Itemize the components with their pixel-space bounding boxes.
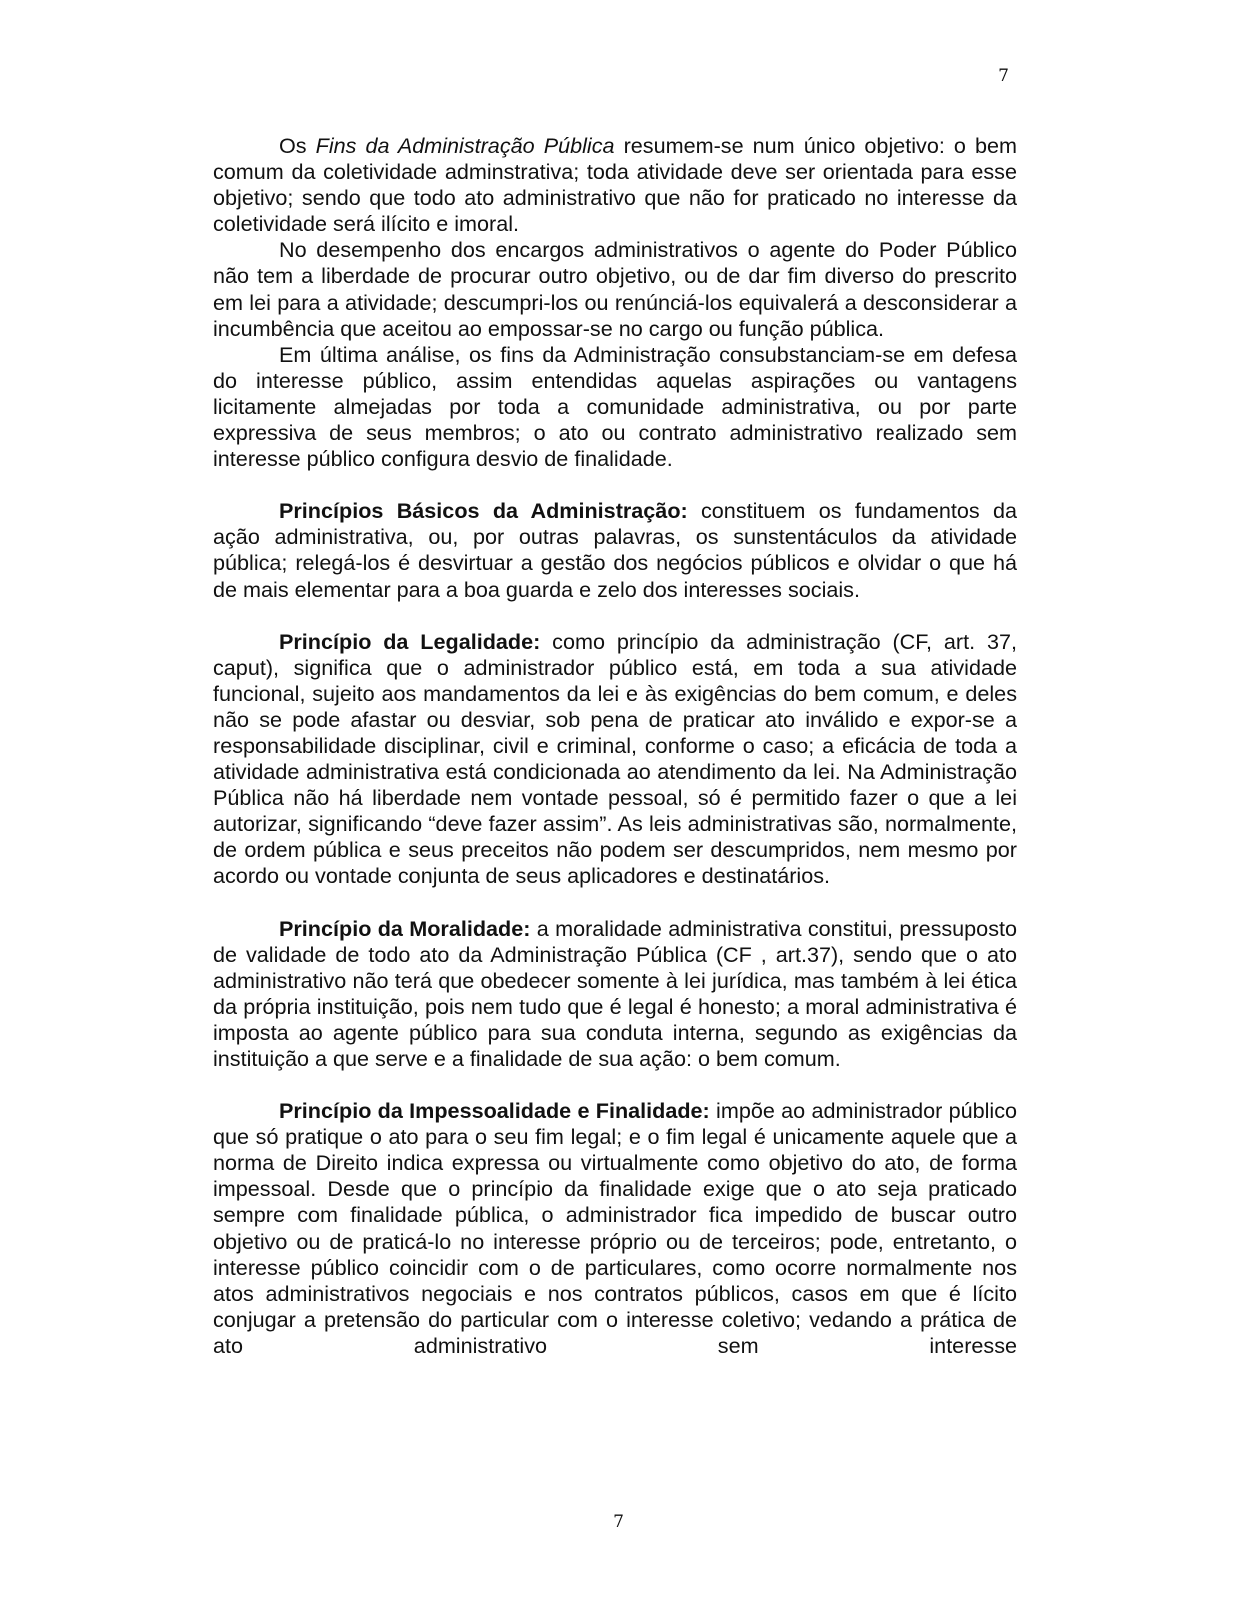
heading-moralidade: Princípio da Moralidade: <box>279 915 531 941</box>
paragraph-moralidade-text: a moralidade administrativa constitui, pressuposto de validade de todo ato da Administração Pública (CF , art.37), sendo que o ato administrativo não terá que obedecer somente à lei jurídica, mas também à lei ética da própria instituição, pois nem tudo que é legal é honesto; a moral administrativa é imposta ao agente público para sua conduta interna, segundo as exigências da instituição a que serve e a finalidade de sua ação: o bem comum. <box>213 915 1018 1071</box>
paragraph-principios-basicos-text: constituem os fundamentos da ação administrativa, ou, por outras palavras, os sunstentáculos da atividade pública; relegá-los é desvirtuar a gestão dos negócios públicos e olvidar o que há de mais elementar para a boa guarda e zelo dos interesses sociais. <box>213 498 1017 602</box>
page-number-top: 7 <box>998 66 1009 86</box>
paragraph-fins-lead: Os <box>279 133 316 158</box>
paragraph-legalidade <box>213 629 1017 890</box>
heading-legalidade: Princípio da Legalidade: <box>279 628 541 654</box>
heading-impessoalidade: Princípio da Impessoalidade e Finalidade: <box>279 1098 710 1124</box>
paragraph-principios-basicos <box>213 498 1017 602</box>
paragraph-desempenho-text: No desempenho dos encargos administrativos o agente do Poder Público não tem a liberdade de procurar outro objetivo, ou de dar fim diverso do prescrito em lei para a atividade; descumpri-los ou renúnciá-los equivalerá a desconsiderar a incumbência que aceitou ao empossar-se no cargo ou função pública. <box>213 237 1017 341</box>
paragraph-ultima-analise-text: Em última análise, os fins da Administração consubstanciam-se em defesa do interesse público, assim entendidas aquelas aspirações ou vantagens licitamente almejadas por toda a comunidade administrativa, ou por parte expressiva de seus membros; o ato ou contrato administrativo realizado sem interesse público configura desvio de finalidade. <box>213 341 1017 472</box>
paragraph-ultima-analise <box>213 342 1017 472</box>
page-number-bottom: 7 <box>613 1512 624 1532</box>
paragraph-impessoalidade <box>213 1098 1017 1359</box>
paragraph-impessoalidade-text: impõe ao administrador público que só pratique o ato para o seu fim legal; e o fim legal é unicamente aquele que a norma de Direito indica expressa ou virtualmente como objetivo do ato, de forma impessoal. Desde que o princípio da finalidade exige que o ato seja praticado sempre com finalidade pública, o administrador fica impedido de buscar outro objetivo ou de praticá-lo no interesse próprio ou de terceiros; pode, entretanto, o interesse público coincidir com o de particulares, como ocorre normalmente nos atos administrativos negociais e nos contratos públicos, casos em que é lícito conjugar a pretensão do particular com o interesse coletivo; vedando a prática de ato administrativo sem interesse <box>213 1098 1018 1358</box>
paragraph-fins <box>213 133 1017 237</box>
paragraph-moralidade <box>213 916 1017 1073</box>
paragraph-desempenho <box>213 237 1017 341</box>
document-body <box>213 133 1017 1359</box>
paragraph-fins-text: resumem-se num único objetivo: o bem comum da coletividade adminstrativa; toda atividade deve ser orientada para esse objetivo; sendo que todo ato administrativo que não for praticado no interesse da coletividade será ilícito e imoral. <box>213 133 1018 237</box>
paragraph-legalidade-text: como princípio da administração (CF, art. 37, caput), significa que o administrador público está, em toda a sua atividade funcional, sujeito aos mandamentos da lei e às exigências do bem comum, e deles não se pode afastar ou desviar, sob pena de praticar ato inválido e expor-se a responsabilidade disciplinar, civil e criminal, conforme o caso; a eficácia de toda a atividade administrativa está condicionada ao atendimento da lei. Na Administração Pública não há liberdade nem vontade pessoal, só é permitido fazer o que a lei autorizar, significando “deve fazer assim”. As leis administrativas são, normalmente, de ordem pública e seus preceitos não podem ser descumpridos, nem mesmo por acordo ou vontade conjunta de seus aplicadores e destinatários. <box>213 628 1017 889</box>
paragraph-fins-italic-term: Fins da Administração Pública <box>315 133 615 158</box>
heading-principios-basicos: Princípios Básicos da Administração: <box>279 498 688 524</box>
